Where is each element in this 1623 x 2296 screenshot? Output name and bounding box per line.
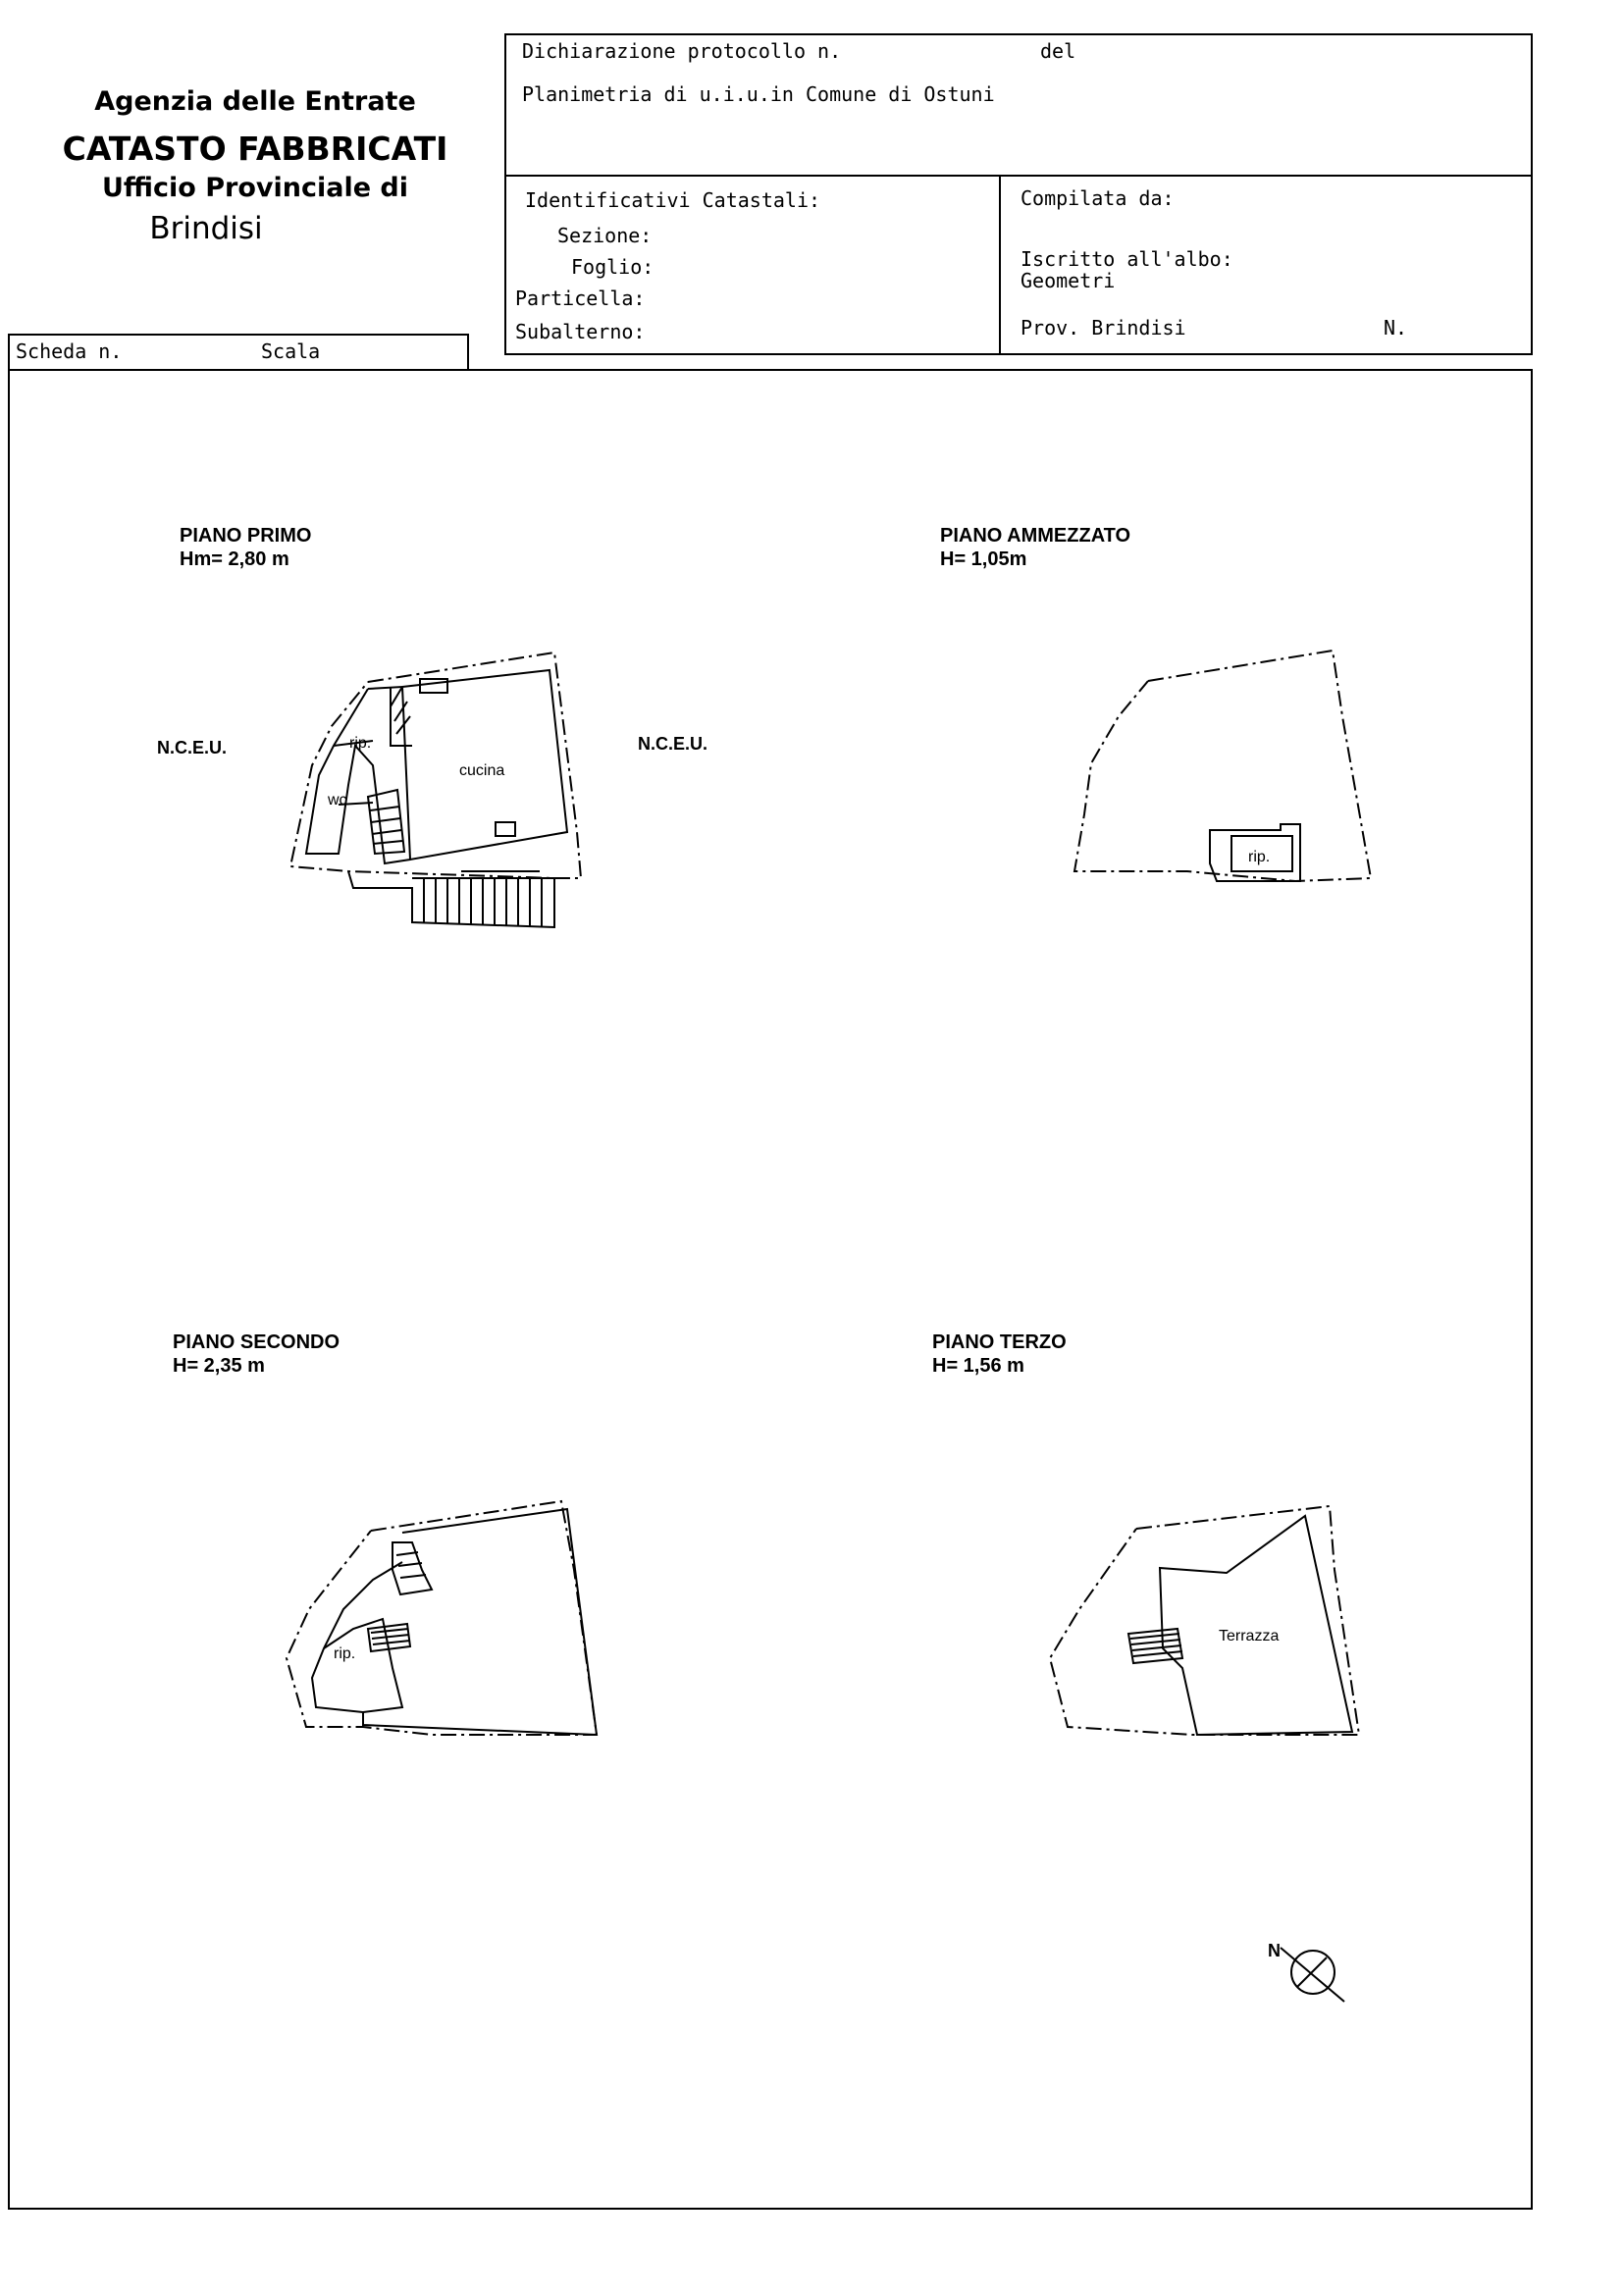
plan-terzo-stair xyxy=(1128,1629,1182,1663)
planimetry-label: Planimetria di u.i.u.in Comune di Ostuni xyxy=(522,82,995,106)
plan-ammezzato-outline xyxy=(1074,651,1371,881)
protocol-label: Dichiarazione protocollo n. xyxy=(522,39,842,63)
department-name: CATASTO FABBRICATI xyxy=(62,130,448,168)
primo-wc-label: wc xyxy=(328,792,347,809)
plan-primo-stair-inner xyxy=(368,790,404,854)
primo-rip-label: rip. xyxy=(349,735,372,752)
plan-secondo-height: H= 2,35 m xyxy=(173,1355,265,1377)
sezione-label: Sezione: xyxy=(557,224,653,247)
agency-name: Agenzia delle Entrate xyxy=(94,86,416,117)
plan-terzo-name: PIANO TERZO xyxy=(932,1331,1067,1353)
office-name: Ufficio Provinciale di xyxy=(101,173,408,203)
ammezzato-rip-label: rip. xyxy=(1248,849,1271,865)
plan-primo-fixture xyxy=(496,822,515,836)
number-label: N. xyxy=(1384,316,1408,339)
plan-primo-outline xyxy=(290,652,581,878)
scheda-label: Scheda n. xyxy=(16,339,123,363)
plan-primo-entrance xyxy=(348,871,554,927)
terzo-terrazza-label: Terrazza xyxy=(1219,1628,1280,1644)
registered-label: Iscritto all'albo: xyxy=(1021,247,1233,271)
plan-ammezzato-name: PIANO AMMEZZATO xyxy=(940,525,1131,547)
plan-primo-fireplace xyxy=(420,679,447,693)
plan-ammezzato-height: H= 1,05m xyxy=(940,548,1027,570)
plan-secondo-inner xyxy=(324,1619,402,1712)
plan-primo-height: Hm= 2,80 m xyxy=(180,548,289,570)
province-label: Prov. Brindisi xyxy=(1021,316,1186,339)
profession-label: Geometri xyxy=(1021,269,1116,292)
plan-terzo-outline xyxy=(1050,1506,1359,1735)
primo-cucina-label: cucina xyxy=(459,762,505,779)
scala-label: Scala xyxy=(261,339,321,363)
plan-primo-name: PIANO PRIMO xyxy=(180,525,312,547)
primo-neighbor-right: N.C.E.U. xyxy=(638,734,708,754)
plan-primo-ext-stair xyxy=(412,878,554,927)
plan-secondo-stair-top xyxy=(393,1542,432,1594)
plan-terzo xyxy=(1050,1506,1359,1735)
subalterno-label: Subalterno: xyxy=(515,320,646,343)
plan-terzo-terrace xyxy=(1160,1516,1352,1735)
plan-secondo-walls xyxy=(312,1509,597,1735)
province-name: Brindisi xyxy=(149,211,263,246)
secondo-rip-label: rip. xyxy=(334,1645,356,1662)
plan-ammezzato xyxy=(1074,651,1371,881)
plan-primo-stair-upper xyxy=(391,687,410,734)
plan-terzo-height: H= 1,56 m xyxy=(932,1355,1024,1377)
date-label: del xyxy=(1040,39,1076,63)
plan-primo-partition xyxy=(334,687,412,805)
foglio-label: Foglio: xyxy=(571,255,654,279)
plan-secondo xyxy=(287,1501,597,1735)
plan-secondo-name: PIANO SECONDO xyxy=(173,1331,340,1353)
north-arrow xyxy=(1281,1948,1344,2002)
particella-label: Particella: xyxy=(515,287,646,310)
identifiers-label: Identificativi Catastali: xyxy=(525,188,821,212)
plan-secondo-outline xyxy=(287,1501,597,1735)
primo-neighbor-left: N.C.E.U. xyxy=(157,738,228,757)
plan-primo xyxy=(290,652,581,927)
compiled-by-label: Compilata da: xyxy=(1021,186,1175,210)
north-label: N xyxy=(1268,1941,1281,1960)
plan-primo-walls xyxy=(306,670,567,863)
